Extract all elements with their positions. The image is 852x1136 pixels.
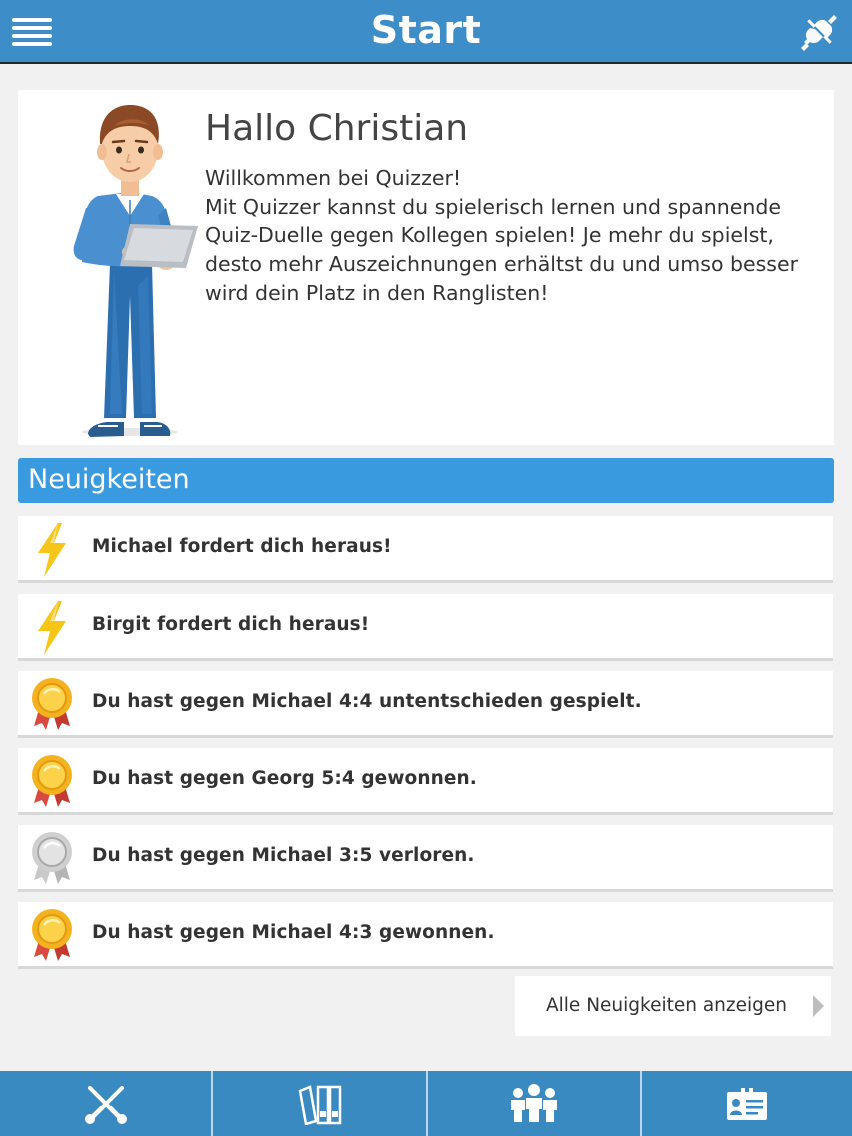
welcome-line: Quiz-Duelle gegen Kollegen spielen! Je mehr du spielst, xyxy=(205,223,774,248)
plug-icon[interactable] xyxy=(798,12,840,54)
welcome-line: Mit Quizzer kannst du spielerisch lernen und spannende xyxy=(205,194,782,219)
tab-profile[interactable] xyxy=(642,1071,852,1136)
binders-icon xyxy=(296,1083,344,1125)
news-item-text: Michael fordert dich heraus! xyxy=(92,536,392,557)
news-item[interactable] xyxy=(18,594,833,658)
welcome-line: Willkommen bei Quizzer! xyxy=(205,166,462,190)
show-all-news-label: Alle Neuigkeiten anzeigen xyxy=(546,995,787,1016)
tab-rankings[interactable] xyxy=(428,1071,640,1136)
welcome-title: Hallo Christian xyxy=(205,108,469,149)
show-all-news-button[interactable] xyxy=(515,976,831,1036)
silver-medal-icon xyxy=(28,830,76,886)
id-card-icon xyxy=(725,1086,769,1122)
tab-duels[interactable] xyxy=(0,1071,211,1136)
top-app-bar xyxy=(0,0,852,64)
gold-medal-icon xyxy=(28,676,76,732)
news-item-text: Du hast gegen Michael 3:5 verloren. xyxy=(92,845,475,866)
news-section-title: Neuigkeiten xyxy=(28,464,190,495)
news-section-header xyxy=(18,458,834,503)
welcome-message xyxy=(205,164,825,308)
news-item-text: Du hast gegen Michael 4:3 gewonnen. xyxy=(92,922,495,943)
hamburger-menu-icon[interactable] xyxy=(12,14,52,48)
welcome-line: desto mehr Auszeichnungen erhältst du und umso besser xyxy=(205,252,799,277)
news-item-text: Birgit fordert dich heraus! xyxy=(92,614,370,635)
gold-medal-icon xyxy=(28,907,76,963)
lightning-icon xyxy=(28,599,76,655)
lightning-icon xyxy=(28,521,76,577)
welcome-card xyxy=(18,90,834,445)
bottom-navigation xyxy=(0,1071,852,1136)
crossed-swords-icon xyxy=(82,1082,130,1126)
news-item[interactable] xyxy=(18,748,833,812)
news-item[interactable] xyxy=(18,825,833,889)
news-item[interactable] xyxy=(18,516,833,580)
news-item-text: Du hast gegen Michael 4:4 untentschieden gespielt. xyxy=(92,691,642,712)
news-item-text: Du hast gegen Georg 5:4 gewonnen. xyxy=(92,768,477,789)
chevron-right-icon xyxy=(811,994,825,1018)
news-item[interactable] xyxy=(18,902,833,966)
user-avatar-illustration xyxy=(58,96,203,438)
page-title: Start xyxy=(370,8,482,52)
welcome-line: wird dein Platz in den Ranglisten! xyxy=(205,280,549,305)
people-group-icon xyxy=(509,1084,559,1124)
tab-catalog[interactable] xyxy=(213,1071,426,1136)
news-item[interactable] xyxy=(18,671,833,735)
gold-medal-icon xyxy=(28,753,76,809)
